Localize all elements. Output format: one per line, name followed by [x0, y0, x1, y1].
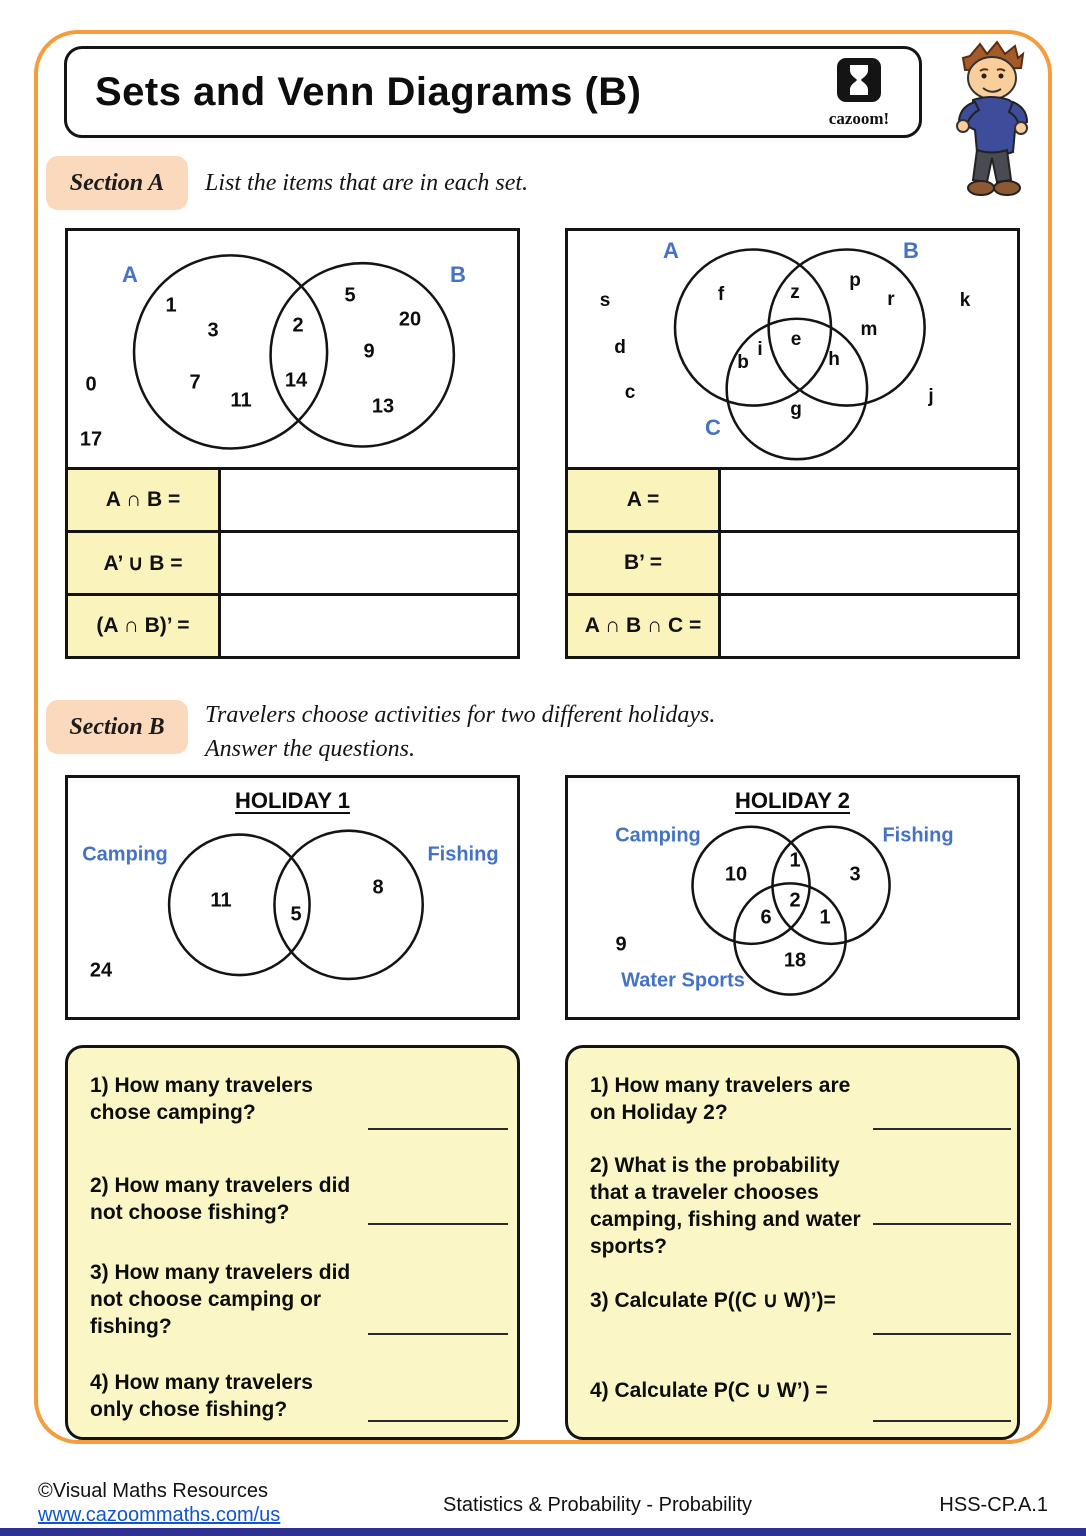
- answer-blank[interactable]: [221, 470, 517, 530]
- answer-blank[interactable]: [221, 533, 517, 593]
- venn-number: 3: [849, 863, 861, 886]
- page-title: Sets and Venn Diagrams (B): [95, 69, 642, 114]
- answer-line[interactable]: [873, 1420, 1011, 1422]
- venn-letter: r: [887, 289, 895, 310]
- section-b-instruction-line1: Travelers choose activities for two different holidays.: [205, 702, 716, 728]
- venn-number: 2: [789, 889, 801, 912]
- venn-number: 9: [615, 933, 627, 956]
- questions-holiday1-box: [65, 1045, 520, 1440]
- venn-number: 1: [165, 294, 177, 317]
- venn-numbers-diagram: [65, 228, 520, 470]
- answer-blank[interactable]: [221, 596, 517, 656]
- holiday1-circles: [68, 778, 517, 1017]
- cazoom-logo: [815, 57, 903, 129]
- answer-row: [65, 467, 520, 533]
- answer-line[interactable]: [368, 1420, 508, 1422]
- venn-letter: j: [928, 386, 934, 407]
- venn-letter: s: [599, 290, 611, 311]
- answer-line[interactable]: [368, 1333, 508, 1335]
- holiday2-diagram: [565, 775, 1020, 1020]
- holiday1-title: HOLIDAY 1: [235, 788, 350, 813]
- answer-row: [565, 467, 1020, 533]
- answer-row-label: A ∩ B =: [68, 470, 221, 530]
- venn-letters-diagram: [565, 228, 1020, 470]
- venn-letter: i: [757, 339, 763, 360]
- section-a-instruction: List the items that are in each set.: [205, 170, 529, 196]
- footer-copyright: ©Visual Maths Resources: [38, 1480, 269, 1502]
- section-b-label: Section B: [46, 700, 188, 754]
- venn-numbers-panel: [65, 228, 520, 659]
- venn-number: 9: [363, 340, 375, 363]
- venn-number: 5: [344, 284, 356, 307]
- bottom-accent-bar: [0, 1528, 1086, 1536]
- set-label-c: C: [705, 415, 721, 440]
- question-text: 3) Calculate P((C ∪ W)’)=: [590, 1289, 836, 1312]
- venn-letter: m: [860, 319, 878, 340]
- set-label-a: A: [122, 262, 138, 287]
- venn-number: 1: [819, 906, 831, 929]
- section-b-instruction-line2: Answer the questions.: [205, 736, 415, 762]
- set-label-b: B: [903, 238, 919, 263]
- answer-line[interactable]: [873, 1333, 1011, 1335]
- answer-row: [565, 593, 1020, 659]
- venn-letter: b: [737, 352, 749, 373]
- answer-row: [565, 530, 1020, 596]
- answer-row-label: A =: [568, 470, 721, 530]
- venn-number: 5: [290, 903, 302, 926]
- venn-letter: d: [614, 337, 626, 358]
- question-text: 3) How many travelers did not choose camping or fishing?: [90, 1261, 351, 1338]
- circle-set-b: [271, 263, 454, 446]
- answer-row: [65, 593, 520, 659]
- answer-line[interactable]: [873, 1128, 1011, 1130]
- venn-number: 20: [398, 308, 422, 331]
- circle-camping: [169, 835, 309, 975]
- circle-set-b: [769, 250, 925, 406]
- camping-label: Camping: [82, 843, 168, 866]
- venn-number: 11: [230, 389, 252, 412]
- venn-letter: g: [790, 399, 802, 420]
- venn-number: 3: [207, 319, 219, 342]
- venn-number: 7: [189, 371, 201, 394]
- answer-row-label: B’ =: [568, 533, 721, 593]
- venn-number: 24: [89, 959, 113, 982]
- camping-label: Camping: [615, 824, 701, 847]
- venn-letter: e: [790, 329, 802, 350]
- holiday2-title: HOLIDAY 2: [735, 788, 850, 813]
- questions-holiday2-box: [565, 1045, 1020, 1440]
- answer-row: [65, 530, 520, 596]
- venn-letters-panel: [565, 228, 1020, 659]
- venn-number: 17: [79, 428, 103, 451]
- venn-number: 14: [284, 369, 308, 392]
- venn-letter: f: [717, 284, 725, 305]
- venn-number: 6: [760, 906, 772, 929]
- venn-letter: h: [828, 349, 840, 370]
- mascot-illustration: [925, 38, 1055, 208]
- answer-row-label: A ∩ B ∩ C =: [568, 596, 721, 656]
- question-text: 4) How many travelers only chose fishing?: [90, 1371, 313, 1421]
- cazoom-logo-text: cazoom!: [828, 109, 890, 128]
- section-a-label: Section A: [46, 156, 188, 210]
- venn-number: 8: [372, 876, 384, 899]
- question-text: 1) How many travelers are on Holiday 2?: [590, 1074, 851, 1124]
- footer-website-link[interactable]: www.cazoommaths.com/us: [38, 1504, 281, 1526]
- answer-blank[interactable]: [721, 470, 1017, 530]
- question-text: 1) How many travelers chose camping?: [90, 1074, 313, 1124]
- answer-blank[interactable]: [721, 533, 1017, 593]
- answer-row-label: A’ ∪ B =: [68, 533, 221, 593]
- venn-number: 13: [371, 395, 395, 418]
- venn-number: 11: [210, 889, 232, 912]
- answer-row-label: (A ∩ B)’ =: [68, 596, 221, 656]
- circle-set-a: [675, 250, 831, 406]
- circle-fishing: [773, 827, 890, 944]
- footer-topic: Statistics & Probability - Probability: [443, 1494, 753, 1516]
- cazoom-logo-icon: [836, 90, 882, 107]
- answer-line[interactable]: [873, 1223, 1011, 1225]
- question-text: 4) Calculate P(C ∪ W’) =: [590, 1379, 828, 1402]
- set-label-b: B: [450, 262, 466, 287]
- circle-camping: [693, 827, 810, 944]
- venn-number: 18: [783, 949, 807, 972]
- holiday1-diagram: [65, 775, 520, 1020]
- venn-number: 0: [85, 373, 97, 396]
- water-sports-label: Water Sports: [621, 969, 745, 992]
- fishing-label: Fishing: [882, 824, 954, 847]
- venn-letter: z: [790, 282, 800, 303]
- answer-line[interactable]: [368, 1223, 508, 1225]
- footer-standard-code: HSS-CP.A.1: [939, 1494, 1048, 1516]
- venn-number: 2: [292, 314, 304, 337]
- venn-number: 1: [789, 849, 801, 872]
- fishing-label: Fishing: [427, 843, 499, 866]
- answer-line[interactable]: [368, 1128, 508, 1130]
- set-label-a: A: [663, 238, 679, 263]
- question-text: 2) How many travelers did not choose fishing?: [90, 1174, 351, 1224]
- venn-letter: p: [849, 270, 861, 291]
- venn-number: 10: [724, 863, 748, 886]
- header: [64, 46, 922, 138]
- question-text: 2) What is the probability that a traveler chooses camping, fishing and water sports?: [590, 1154, 861, 1258]
- answer-blank[interactable]: [721, 596, 1017, 656]
- venn-letter: k: [959, 290, 971, 311]
- venn-letter: c: [624, 382, 636, 403]
